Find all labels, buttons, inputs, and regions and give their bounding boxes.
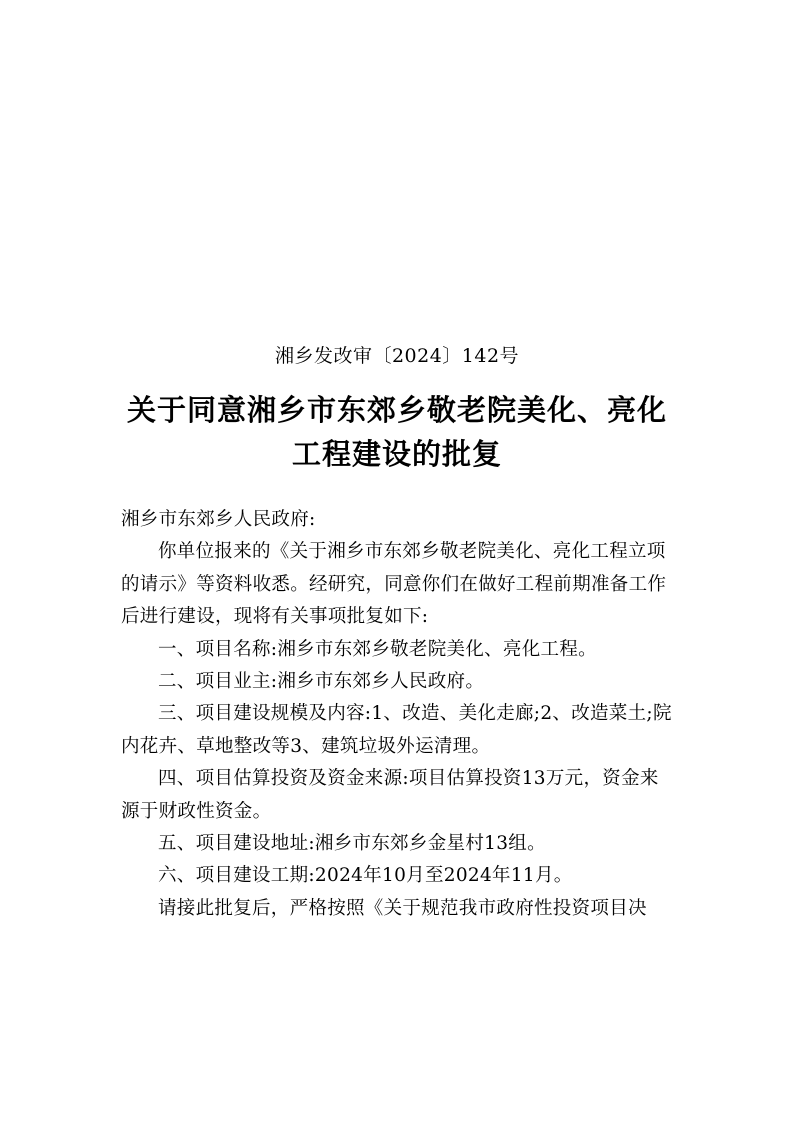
document-number: 湘乡发改审〔2024〕142号 — [274, 345, 520, 367]
item-location: 五、项目建设地址:湘乡市东郊乡金星村13组。 — [158, 833, 546, 855]
closing-paragraph: 请接此批复后，严格按照《关于规范我市政府性投资项目决 — [158, 897, 647, 919]
item-project-owner: 二、项目业主:湘乡市东郊乡人民政府。 — [158, 671, 485, 693]
document-title-line-2: 工程建设的批复 — [291, 437, 502, 471]
addressee: 湘乡市东郊乡人民政府: — [121, 509, 316, 530]
item-project-name: 一、项目名称:湘乡市东郊乡敬老院美化、亮化工程。 — [158, 638, 597, 660]
document-title-line-1: 关于同意湘乡市东郊乡敬老院美化、亮化 — [126, 393, 667, 427]
item-investment: 四、项目估算投资及资金来源:项目估算投资13万元，资金来源于财政性资金。 — [121, 768, 659, 822]
document-body — [121, 504, 677, 925]
item-construction-scope: 三、项目建设规模及内容:1、改造、美化走廊;2、改造菜土;院内花卉、草地整改等3、建筑垃圾外运清理。 — [121, 703, 672, 757]
intro-paragraph: 你单位报来的《关于湘乡市东郊乡敬老院美化、亮化工程立项的请示》等资料收悉。经研究，同意你们在做好工程前期准备工作后进行建设，现将有关事项批复如下: — [121, 541, 667, 628]
item-schedule: 六、项目建设工期:2024年10月至2024年11月。 — [158, 865, 573, 887]
document-title — [0, 388, 794, 476]
